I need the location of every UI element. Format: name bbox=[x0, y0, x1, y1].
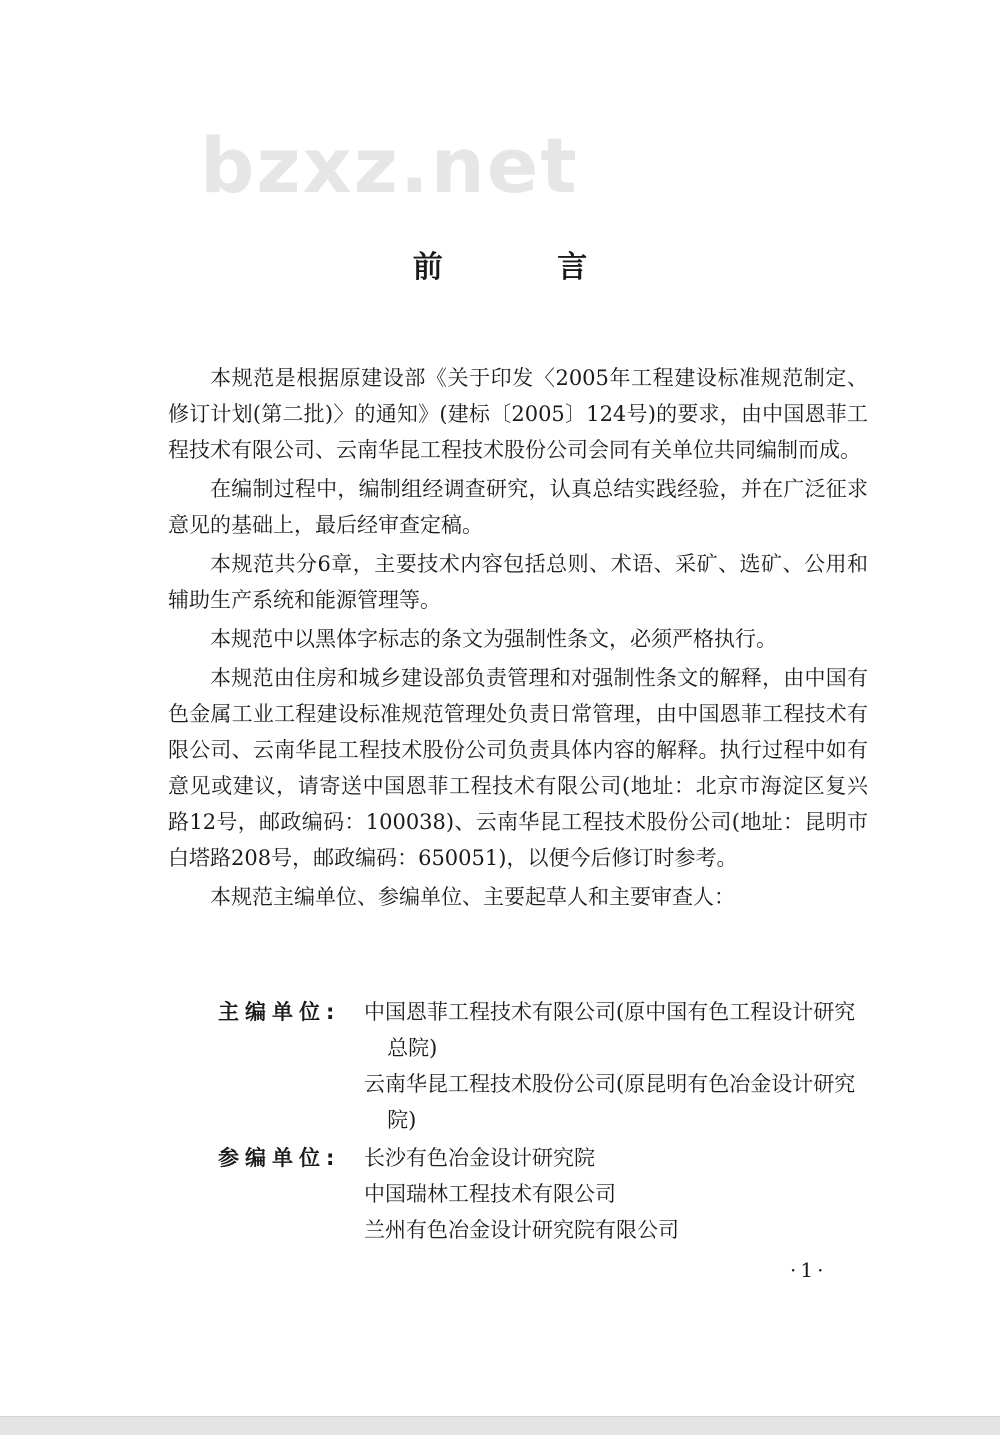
chief-unit-item: 中国恩菲工程技术有限公司(原中国有色工程设计研究总院) bbox=[364, 1000, 856, 1060]
paragraph: 在编制过程中，编制组经调查研究，认真总结实践经验，并在广泛征求意见的基础上，最后经审查定稿。 bbox=[168, 477, 868, 537]
page-number: ·1· bbox=[790, 1258, 828, 1282]
chief-units-section bbox=[218, 994, 868, 1138]
participating-unit-item: 兰州有色冶金设计研究院有限公司 bbox=[364, 1218, 679, 1242]
paragraph: 本规范中以黑体字标志的条文为强制性条文，必须严格执行。 bbox=[210, 627, 777, 651]
participating-units-label: 参编单位: bbox=[218, 1146, 341, 1170]
participating-units-list bbox=[364, 1140, 868, 1248]
chief-units-list bbox=[364, 994, 868, 1138]
viewer-bottom-bar bbox=[0, 1416, 1000, 1435]
paragraph: 本规范由住房和城乡建设部负责管理和对强制性条文的解释，由中国有色金属工业工程建设标准规范管理处负责日常管理，由中国恩菲工程技术有限公司、云南华昆工程技术股份公司负责具体内容的解释。执行过程中如有意见或建议，请寄送中国恩菲工程技术有限公司(地址：北京市海淀区复兴路12号，邮政编码：100038)、云南华昆工程技术股份公司(地址：昆明市白塔路208号，邮政编码：650051)，以便今后修订时参考。 bbox=[168, 666, 868, 870]
page-title: 前 言 bbox=[412, 250, 640, 285]
paragraph: 本规范共分6章，主要技术内容包括总则、术语、采矿、选矿、公用和辅助生产系统和能源管理等。 bbox=[168, 552, 868, 612]
participating-units-row bbox=[218, 1140, 868, 1248]
paragraph: 本规范主编单位、参编单位、主要起草人和主要审查人： bbox=[210, 885, 735, 909]
chief-units-row bbox=[218, 994, 868, 1138]
watermark: bzxz.net bbox=[200, 121, 579, 210]
chief-unit-item: 云南华昆工程技术股份公司(原昆明有色冶金设计研究院) bbox=[364, 1072, 856, 1132]
chief-units-label: 主编单位: bbox=[218, 1000, 341, 1024]
preface-body bbox=[168, 360, 868, 918]
participating-units-section bbox=[218, 1140, 868, 1248]
participating-unit-item: 中国瑞林工程技术有限公司 bbox=[364, 1182, 616, 1206]
participating-unit-item: 长沙有色冶金设计研究院 bbox=[364, 1146, 595, 1170]
paragraph: 本规范是根据原建设部《关于印发〈2005年工程建设标准规范制定、修订计划(第二批)〉的通知》(建标〔2005〕124号)的要求，由中国恩菲工程技术有限公司、云南华昆工程技术股份公司会同有关单位共同编制而成。 bbox=[168, 366, 868, 462]
